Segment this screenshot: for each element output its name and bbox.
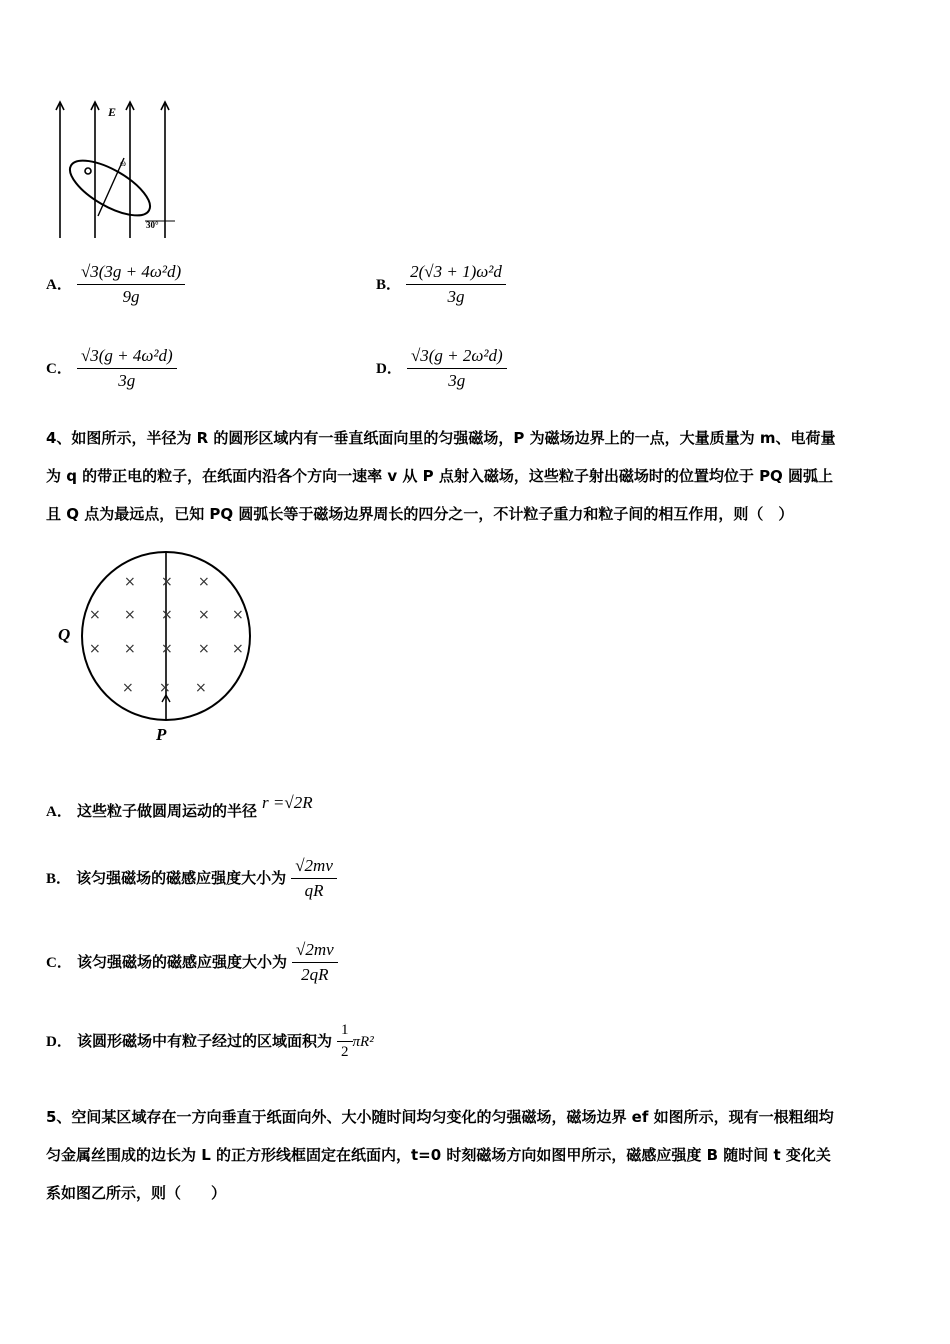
field-cross: ×: [232, 607, 244, 623]
fraction-numerator: √2mv: [292, 940, 338, 963]
field-cross: ×: [198, 574, 210, 590]
fraction-numerator: √3(g + 4ω²d): [77, 346, 177, 369]
q3-option-b[interactable]: [376, 262, 506, 307]
field-cross: ×: [159, 680, 171, 696]
q5-line: 5、空间某区域存在一方向垂直于纸面向外、大小随时间均匀变化的匀强磁场，磁场边界 ef 如图所示，现有一根粗细均: [46, 1108, 834, 1126]
fraction-denominator: 3g: [448, 371, 466, 390]
q4-label-p: P: [156, 725, 167, 744]
q4-label-q: Q: [58, 625, 71, 644]
q5-line: 匀金属丝围成的边长为 L 的正方形线框固定在纸面内，t=0 时刻磁场方向如图甲所示，磁感应强度 B 随时间 t 变化关: [46, 1146, 831, 1164]
field-cross: ×: [198, 641, 210, 657]
fraction: [77, 346, 177, 391]
field-cross: ×: [124, 607, 136, 623]
q3-option-c[interactable]: [46, 346, 177, 391]
field-cross: ×: [161, 607, 173, 623]
field-cross: ×: [232, 641, 244, 657]
q4-line: 为 q 的带正电的粒子，在纸面内沿各个方向一速率 v 从 P 点射入磁场，这些粒子射出磁场时的位置均位于 PQ 圆弧上: [46, 467, 834, 485]
option-label: D．: [46, 1034, 72, 1050]
option-label: D．: [376, 361, 402, 377]
option-text: 该匀强磁场的磁感应强度大小为: [76, 869, 287, 887]
fraction-denominator: 3g: [447, 287, 465, 306]
option-label: C．: [46, 361, 72, 377]
field-cross: ×: [122, 680, 134, 696]
q4-option-b[interactable]: [46, 856, 337, 901]
q3-option-a[interactable]: [46, 262, 185, 307]
option-text: 这些粒子做圆周运动的半径: [76, 802, 257, 820]
q4-figure: [54, 550, 264, 745]
option-text: 该匀强磁场的磁感应强度大小为: [76, 953, 287, 971]
fraction: [406, 262, 506, 307]
fraction: [291, 856, 337, 901]
field-cross: ×: [124, 641, 136, 657]
option-math: r =√2R: [262, 793, 313, 812]
field-cross: ×: [161, 641, 173, 657]
fraction-denominator: 3g: [118, 371, 136, 390]
q4-line: 4、如图所示，半径为 R 的圆形区域内有一垂直纸面向里的匀强磁场，P 为磁场边界上的一点，大量质量为 m、电荷量: [46, 429, 836, 447]
field-cross: ×: [124, 574, 136, 590]
q3-figure: [50, 98, 190, 243]
option-label: A．: [46, 277, 72, 293]
field-cross: ×: [89, 641, 101, 657]
fraction-denominator: qR: [304, 881, 324, 900]
fraction: [77, 262, 185, 307]
option-math: πR²: [352, 1034, 374, 1050]
field-cross: ×: [195, 680, 207, 696]
field-cross: ×: [161, 574, 173, 590]
q3-option-d[interactable]: [376, 346, 507, 391]
q3-mass-label: ω: [120, 158, 126, 168]
fraction-numerator: √3(3g + 4ω²d): [77, 262, 185, 285]
fraction: [292, 940, 338, 985]
fraction-numerator: √3(g + 2ω²d): [407, 346, 507, 369]
option-label: B．: [376, 277, 402, 293]
option-label: A．: [46, 804, 72, 820]
fraction-denominator: 9g: [122, 287, 140, 306]
q3-field-label: E: [108, 105, 117, 119]
fraction-denominator: 2: [341, 1044, 349, 1060]
fraction-numerator: 2(√3 + 1)ω²d: [406, 262, 506, 285]
q4-stem: [46, 419, 906, 533]
fraction-numerator: √2mv: [291, 856, 337, 879]
q4-option-d[interactable]: [46, 1022, 374, 1061]
q5-stem: [46, 1098, 906, 1212]
q4-option-c[interactable]: [46, 940, 338, 985]
fraction: [407, 346, 507, 391]
option-label: C．: [46, 955, 72, 971]
fraction-denominator: 2qR: [301, 965, 329, 984]
fraction: [337, 1022, 353, 1061]
option-label: B．: [46, 871, 72, 887]
field-cross: ×: [89, 607, 101, 623]
q4-line: 且 Q 点为最远点，已知 PQ 圆弧长等于磁场边界周长的四分之一，不计粒子重力和粒子间的相互作用，则（ ）: [46, 505, 794, 523]
q5-line: 系如图乙所示，则（ ）: [46, 1184, 227, 1202]
option-text: 该圆形磁场中有粒子经过的区域面积为: [76, 1032, 332, 1050]
q4-option-a[interactable]: [46, 793, 313, 821]
field-cross: ×: [198, 607, 210, 623]
fraction-numerator: 1: [337, 1022, 353, 1042]
q3-angle-label: 30°: [146, 220, 159, 230]
